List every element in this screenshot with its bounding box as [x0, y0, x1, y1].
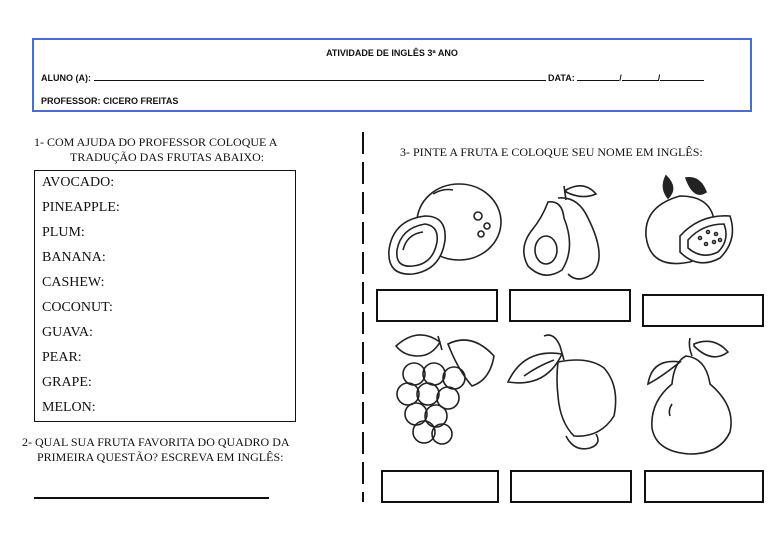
fruit-list-item: PLUM: — [42, 225, 85, 240]
answer-box-coconut[interactable] — [376, 289, 498, 322]
question-2-line-1: 2- QUAL SUA FRUTA FAVORITA DO QUADRO DA — [22, 435, 290, 449]
answer-box-cashew[interactable] — [510, 470, 632, 503]
date-year-field[interactable] — [657, 72, 704, 83]
answer-box-avocado[interactable] — [509, 289, 631, 322]
question-1 — [34, 135, 277, 165]
date-separator-1: / — [619, 73, 622, 83]
question-2-line-2: PRIMEIRA QUESTÃO? ESCREVA EM INGLÊS: — [37, 450, 284, 464]
fruit-list-item: BANANA: — [42, 250, 106, 265]
fruit-list-item: COCONUT: — [42, 300, 113, 315]
fruit-list-item: PEAR: — [42, 350, 82, 365]
guava-image — [640, 170, 744, 286]
date-day-field[interactable] — [577, 72, 619, 81]
question-2 — [22, 435, 290, 465]
question-3: 3- PINTE A FRUTA E COLOQUE SEU NOME EM INGLÊS: — [400, 145, 703, 159]
fruit-list-item: CASHEW: — [42, 275, 105, 290]
favorite-fruit-answer-line[interactable] — [34, 497, 269, 499]
coconut-image — [383, 176, 509, 286]
header-box — [32, 38, 752, 112]
question-1-line-1: 1- COM AJUDA DO PROFESSOR COLOQUE A — [34, 135, 278, 149]
teacher-name: PROFESSOR: CICERO FREITAS — [41, 96, 179, 106]
date-separator-2: / — [657, 73, 661, 83]
student-date-line — [41, 72, 704, 83]
answer-box-guava[interactable] — [642, 294, 764, 327]
date-label: DATA: — [548, 73, 575, 83]
cashew-image — [504, 326, 632, 456]
fruit-list-item: GRAPE: — [42, 375, 92, 390]
fruit-list-item: GUAVA: — [42, 325, 93, 340]
fruit-list-item: PINEAPPLE: — [42, 200, 120, 215]
fruit-list-item: MELON: — [42, 400, 96, 415]
answer-box-grapes[interactable] — [381, 470, 499, 503]
date-month-field[interactable] — [622, 72, 658, 81]
column-divider — [362, 132, 364, 502]
student-name-field[interactable] — [94, 72, 546, 81]
fruit-list-box — [34, 170, 296, 422]
pear-image — [642, 334, 742, 458]
avocado-image — [518, 178, 610, 286]
answer-box-pear[interactable] — [644, 470, 764, 503]
student-label: ALUNO (A): — [41, 73, 91, 83]
grapes-image — [388, 326, 500, 454]
fruit-list-item: AVOCADO: — [42, 175, 115, 190]
question-1-line-2: TRADUÇÃO DAS FRUTAS ABAIXO: — [70, 150, 265, 164]
worksheet-title: ATIVIDADE DE INGLÊS 3ª ANO — [326, 48, 458, 58]
